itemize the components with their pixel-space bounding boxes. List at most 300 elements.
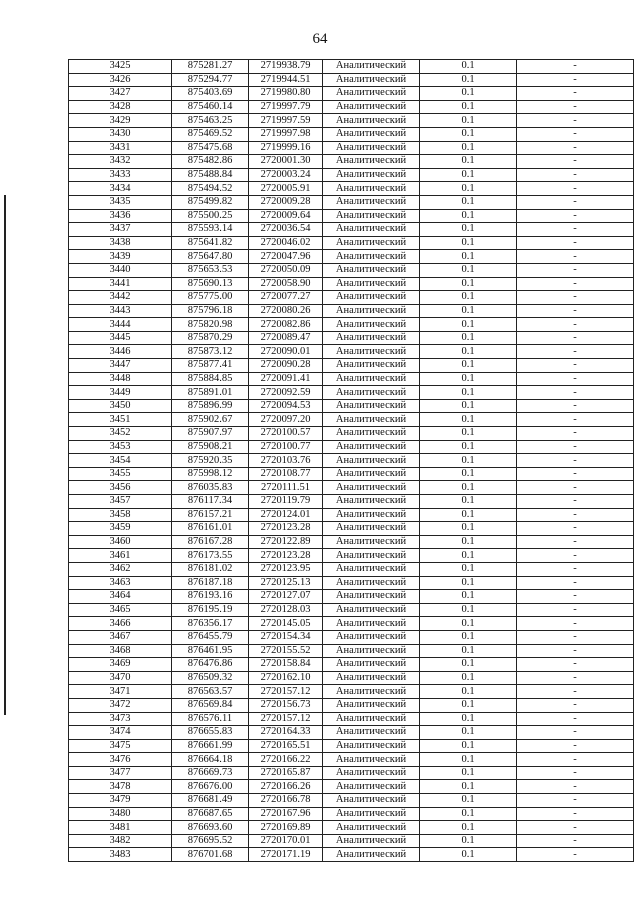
accuracy-cell: 0.1 <box>420 209 517 223</box>
method-cell: Аналитический <box>323 60 420 74</box>
x-coordinate-cell: 876195.19 <box>172 603 249 617</box>
method-cell: Аналитический <box>323 87 420 101</box>
accuracy-cell: 0.1 <box>420 440 517 454</box>
point-number-cell: 3476 <box>69 753 172 767</box>
note-cell: - <box>517 318 634 332</box>
method-cell: Аналитический <box>323 753 420 767</box>
accuracy-cell: 0.1 <box>420 263 517 277</box>
point-number-cell: 3450 <box>69 399 172 413</box>
method-cell: Аналитический <box>323 481 420 495</box>
point-number-cell: 3460 <box>69 535 172 549</box>
x-coordinate-cell: 876455.79 <box>172 630 249 644</box>
accuracy-cell: 0.1 <box>420 658 517 672</box>
table-row <box>69 848 634 862</box>
note-cell: - <box>517 155 634 169</box>
x-coordinate-cell: 875690.13 <box>172 277 249 291</box>
point-number-cell: 3461 <box>69 549 172 563</box>
y-coordinate-cell: 2720169.89 <box>249 821 323 835</box>
table-row <box>69 345 634 359</box>
method-cell: Аналитический <box>323 590 420 604</box>
note-cell: - <box>517 780 634 794</box>
note-cell: - <box>517 535 634 549</box>
table-row <box>69 698 634 712</box>
accuracy-cell: 0.1 <box>420 739 517 753</box>
method-cell: Аналитический <box>323 821 420 835</box>
method-cell: Аналитический <box>323 726 420 740</box>
accuracy-cell: 0.1 <box>420 603 517 617</box>
accuracy-cell: 0.1 <box>420 508 517 522</box>
y-coordinate-cell: 2720157.12 <box>249 712 323 726</box>
accuracy-cell: 0.1 <box>420 236 517 250</box>
point-number-cell: 3481 <box>69 821 172 835</box>
accuracy-cell: 0.1 <box>420 794 517 808</box>
note-cell: - <box>517 209 634 223</box>
method-cell: Аналитический <box>323 359 420 373</box>
x-coordinate-cell: 875463.25 <box>172 114 249 128</box>
point-number-cell: 3436 <box>69 209 172 223</box>
table-row <box>69 535 634 549</box>
table-row <box>69 236 634 250</box>
table-row <box>69 495 634 509</box>
table-row <box>69 250 634 264</box>
method-cell: Аналитический <box>323 685 420 699</box>
accuracy-cell: 0.1 <box>420 87 517 101</box>
x-coordinate-cell: 875907.97 <box>172 427 249 441</box>
method-cell: Аналитический <box>323 508 420 522</box>
point-number-cell: 3443 <box>69 304 172 318</box>
x-coordinate-cell: 876693.60 <box>172 821 249 835</box>
note-cell: - <box>517 848 634 862</box>
table-row <box>69 753 634 767</box>
method-cell: Аналитический <box>323 73 420 87</box>
note-cell: - <box>517 399 634 413</box>
method-cell: Аналитический <box>323 209 420 223</box>
table-row <box>69 195 634 209</box>
point-number-cell: 3445 <box>69 331 172 345</box>
y-coordinate-cell: 2719944.51 <box>249 73 323 87</box>
table-row <box>69 304 634 318</box>
accuracy-cell: 0.1 <box>420 576 517 590</box>
table-row <box>69 644 634 658</box>
method-cell: Аналитический <box>323 291 420 305</box>
point-number-cell: 3430 <box>69 127 172 141</box>
method-cell: Аналитический <box>323 658 420 672</box>
accuracy-cell: 0.1 <box>420 807 517 821</box>
accuracy-cell: 0.1 <box>420 100 517 114</box>
table-row <box>69 372 634 386</box>
x-coordinate-cell: 875281.27 <box>172 60 249 74</box>
x-coordinate-cell: 875647.80 <box>172 250 249 264</box>
table-row <box>69 60 634 74</box>
y-coordinate-cell: 2720090.01 <box>249 345 323 359</box>
method-cell: Аналитический <box>323 182 420 196</box>
y-coordinate-cell: 2720047.96 <box>249 250 323 264</box>
x-coordinate-cell: 876461.95 <box>172 644 249 658</box>
table-row <box>69 467 634 481</box>
note-cell: - <box>517 168 634 182</box>
table-row <box>69 440 634 454</box>
note-cell: - <box>517 766 634 780</box>
table-row <box>69 291 634 305</box>
table-row <box>69 807 634 821</box>
accuracy-cell: 0.1 <box>420 549 517 563</box>
accuracy-cell: 0.1 <box>420 671 517 685</box>
method-cell: Аналитический <box>323 155 420 169</box>
accuracy-cell: 0.1 <box>420 223 517 237</box>
y-coordinate-cell: 2720171.19 <box>249 848 323 862</box>
note-cell: - <box>517 753 634 767</box>
table-row <box>69 331 634 345</box>
table-row <box>69 590 634 604</box>
method-cell: Аналитический <box>323 562 420 576</box>
y-coordinate-cell: 2720100.77 <box>249 440 323 454</box>
accuracy-cell: 0.1 <box>420 291 517 305</box>
table-row <box>69 454 634 468</box>
accuracy-cell: 0.1 <box>420 277 517 291</box>
accuracy-cell: 0.1 <box>420 685 517 699</box>
table-row <box>69 481 634 495</box>
x-coordinate-cell: 876035.83 <box>172 481 249 495</box>
table-row <box>69 114 634 128</box>
method-cell: Аналитический <box>323 114 420 128</box>
accuracy-cell: 0.1 <box>420 522 517 536</box>
table-row <box>69 630 634 644</box>
note-cell: - <box>517 454 634 468</box>
method-cell: Аналитический <box>323 766 420 780</box>
x-coordinate-cell: 875873.12 <box>172 345 249 359</box>
x-coordinate-cell: 875896.99 <box>172 399 249 413</box>
x-coordinate-cell: 875877.41 <box>172 359 249 373</box>
y-coordinate-cell: 2720165.87 <box>249 766 323 780</box>
x-coordinate-cell: 876161.01 <box>172 522 249 536</box>
y-coordinate-cell: 2720158.84 <box>249 658 323 672</box>
accuracy-cell: 0.1 <box>420 331 517 345</box>
y-coordinate-cell: 2720080.26 <box>249 304 323 318</box>
y-coordinate-cell: 2720001.30 <box>249 155 323 169</box>
table-row <box>69 617 634 631</box>
table-row <box>69 821 634 835</box>
point-number-cell: 3478 <box>69 780 172 794</box>
x-coordinate-cell: 875820.98 <box>172 318 249 332</box>
method-cell: Аналитический <box>323 467 420 481</box>
accuracy-cell: 0.1 <box>420 345 517 359</box>
note-cell: - <box>517 127 634 141</box>
y-coordinate-cell: 2720046.02 <box>249 236 323 250</box>
y-coordinate-cell: 2720145.05 <box>249 617 323 631</box>
method-cell: Аналитический <box>323 617 420 631</box>
y-coordinate-cell: 2720127.07 <box>249 590 323 604</box>
y-coordinate-cell: 2720165.51 <box>249 739 323 753</box>
point-number-cell: 3451 <box>69 413 172 427</box>
y-coordinate-cell: 2720077.27 <box>249 291 323 305</box>
method-cell: Аналитический <box>323 712 420 726</box>
point-number-cell: 3464 <box>69 590 172 604</box>
table-row <box>69 549 634 563</box>
note-cell: - <box>517 794 634 808</box>
note-cell: - <box>517 250 634 264</box>
point-number-cell: 3433 <box>69 168 172 182</box>
table-row <box>69 318 634 332</box>
y-coordinate-cell: 2720058.90 <box>249 277 323 291</box>
method-cell: Аналитический <box>323 427 420 441</box>
y-coordinate-cell: 2720166.22 <box>249 753 323 767</box>
point-number-cell: 3426 <box>69 73 172 87</box>
x-coordinate-cell: 876664.18 <box>172 753 249 767</box>
method-cell: Аналитический <box>323 794 420 808</box>
point-number-cell: 3432 <box>69 155 172 169</box>
y-coordinate-cell: 2720009.28 <box>249 195 323 209</box>
point-number-cell: 3463 <box>69 576 172 590</box>
note-cell: - <box>517 100 634 114</box>
x-coordinate-cell: 876173.55 <box>172 549 249 563</box>
table-row <box>69 182 634 196</box>
coordinates-table <box>68 59 634 862</box>
y-coordinate-cell: 2719997.59 <box>249 114 323 128</box>
note-cell: - <box>517 141 634 155</box>
point-number-cell: 3465 <box>69 603 172 617</box>
y-coordinate-cell: 2720090.28 <box>249 359 323 373</box>
point-number-cell: 3473 <box>69 712 172 726</box>
x-coordinate-cell: 875469.52 <box>172 127 249 141</box>
note-cell: - <box>517 236 634 250</box>
point-number-cell: 3425 <box>69 60 172 74</box>
y-coordinate-cell: 2720094.53 <box>249 399 323 413</box>
y-coordinate-cell: 2720154.34 <box>249 630 323 644</box>
point-number-cell: 3475 <box>69 739 172 753</box>
y-coordinate-cell: 2720166.78 <box>249 794 323 808</box>
y-coordinate-cell: 2720167.96 <box>249 807 323 821</box>
note-cell: - <box>517 182 634 196</box>
method-cell: Аналитический <box>323 549 420 563</box>
table-row <box>69 766 634 780</box>
note-cell: - <box>517 508 634 522</box>
x-coordinate-cell: 876576.11 <box>172 712 249 726</box>
table-row <box>69 576 634 590</box>
table-row <box>69 522 634 536</box>
point-number-cell: 3449 <box>69 386 172 400</box>
note-cell: - <box>517 467 634 481</box>
point-number-cell: 3483 <box>69 848 172 862</box>
table-row <box>69 562 634 576</box>
x-coordinate-cell: 876669.73 <box>172 766 249 780</box>
table-row <box>69 427 634 441</box>
x-coordinate-cell: 875998.12 <box>172 467 249 481</box>
accuracy-cell: 0.1 <box>420 848 517 862</box>
y-coordinate-cell: 2720089.47 <box>249 331 323 345</box>
method-cell: Аналитический <box>323 127 420 141</box>
x-coordinate-cell: 876655.83 <box>172 726 249 740</box>
table-row <box>69 685 634 699</box>
point-number-cell: 3477 <box>69 766 172 780</box>
y-coordinate-cell: 2719997.79 <box>249 100 323 114</box>
x-coordinate-cell: 876563.57 <box>172 685 249 699</box>
note-cell: - <box>517 834 634 848</box>
table-row <box>69 359 634 373</box>
note-cell: - <box>517 372 634 386</box>
point-number-cell: 3468 <box>69 644 172 658</box>
point-number-cell: 3455 <box>69 467 172 481</box>
accuracy-cell: 0.1 <box>420 535 517 549</box>
y-coordinate-cell: 2720157.12 <box>249 685 323 699</box>
method-cell: Аналитический <box>323 223 420 237</box>
x-coordinate-cell: 876681.49 <box>172 794 249 808</box>
y-coordinate-cell: 2720162.10 <box>249 671 323 685</box>
y-coordinate-cell: 2720100.57 <box>249 427 323 441</box>
point-number-cell: 3474 <box>69 726 172 740</box>
note-cell: - <box>517 739 634 753</box>
method-cell: Аналитический <box>323 603 420 617</box>
table-row <box>69 386 634 400</box>
table-row <box>69 209 634 223</box>
y-coordinate-cell: 2719938.79 <box>249 60 323 74</box>
accuracy-cell: 0.1 <box>420 195 517 209</box>
method-cell: Аналитический <box>323 440 420 454</box>
note-cell: - <box>517 304 634 318</box>
table-row <box>69 73 634 87</box>
x-coordinate-cell: 875775.00 <box>172 291 249 305</box>
point-number-cell: 3457 <box>69 495 172 509</box>
note-cell: - <box>517 726 634 740</box>
method-cell: Аналитический <box>323 834 420 848</box>
note-cell: - <box>517 114 634 128</box>
point-number-cell: 3434 <box>69 182 172 196</box>
method-cell: Аналитический <box>323 630 420 644</box>
point-number-cell: 3429 <box>69 114 172 128</box>
table-row <box>69 413 634 427</box>
y-coordinate-cell: 2720123.28 <box>249 522 323 536</box>
left-scan-edge-mark <box>4 195 6 715</box>
x-coordinate-cell: 876187.18 <box>172 576 249 590</box>
method-cell: Аналитический <box>323 535 420 549</box>
method-cell: Аналитический <box>323 576 420 590</box>
point-number-cell: 3440 <box>69 263 172 277</box>
note-cell: - <box>517 359 634 373</box>
method-cell: Аналитический <box>323 454 420 468</box>
method-cell: Аналитический <box>323 195 420 209</box>
method-cell: Аналитический <box>323 807 420 821</box>
method-cell: Аналитический <box>323 277 420 291</box>
method-cell: Аналитический <box>323 304 420 318</box>
method-cell: Аналитический <box>323 263 420 277</box>
point-number-cell: 3431 <box>69 141 172 155</box>
method-cell: Аналитический <box>323 318 420 332</box>
note-cell: - <box>517 807 634 821</box>
method-cell: Аналитический <box>323 739 420 753</box>
method-cell: Аналитический <box>323 386 420 400</box>
coordinates-table-body <box>69 60 634 862</box>
y-coordinate-cell: 2719980.80 <box>249 87 323 101</box>
x-coordinate-cell: 876157.21 <box>172 508 249 522</box>
accuracy-cell: 0.1 <box>420 318 517 332</box>
note-cell: - <box>517 73 634 87</box>
accuracy-cell: 0.1 <box>420 60 517 74</box>
accuracy-cell: 0.1 <box>420 399 517 413</box>
y-coordinate-cell: 2720128.03 <box>249 603 323 617</box>
point-number-cell: 3456 <box>69 481 172 495</box>
note-cell: - <box>517 630 634 644</box>
point-number-cell: 3447 <box>69 359 172 373</box>
method-cell: Аналитический <box>323 236 420 250</box>
method-cell: Аналитический <box>323 331 420 345</box>
y-coordinate-cell: 2720097.20 <box>249 413 323 427</box>
x-coordinate-cell: 875494.52 <box>172 182 249 196</box>
point-number-cell: 3446 <box>69 345 172 359</box>
accuracy-cell: 0.1 <box>420 644 517 658</box>
x-coordinate-cell: 875488.84 <box>172 168 249 182</box>
table-row <box>69 780 634 794</box>
page-number: 64 <box>312 31 328 47</box>
point-number-cell: 3479 <box>69 794 172 808</box>
table-row <box>69 87 634 101</box>
x-coordinate-cell: 876661.99 <box>172 739 249 753</box>
x-coordinate-cell: 875641.82 <box>172 236 249 250</box>
note-cell: - <box>517 427 634 441</box>
x-coordinate-cell: 875653.53 <box>172 263 249 277</box>
accuracy-cell: 0.1 <box>420 481 517 495</box>
accuracy-cell: 0.1 <box>420 182 517 196</box>
y-coordinate-cell: 2720108.77 <box>249 467 323 481</box>
y-coordinate-cell: 2720111.51 <box>249 481 323 495</box>
accuracy-cell: 0.1 <box>420 141 517 155</box>
x-coordinate-cell: 875460.14 <box>172 100 249 114</box>
x-coordinate-cell: 875920.35 <box>172 454 249 468</box>
point-number-cell: 3453 <box>69 440 172 454</box>
table-row <box>69 794 634 808</box>
accuracy-cell: 0.1 <box>420 168 517 182</box>
x-coordinate-cell: 876476.86 <box>172 658 249 672</box>
accuracy-cell: 0.1 <box>420 753 517 767</box>
note-cell: - <box>517 590 634 604</box>
y-coordinate-cell: 2720122.89 <box>249 535 323 549</box>
y-coordinate-cell: 2720124.01 <box>249 508 323 522</box>
x-coordinate-cell: 876509.32 <box>172 671 249 685</box>
accuracy-cell: 0.1 <box>420 73 517 87</box>
x-coordinate-cell: 875482.86 <box>172 155 249 169</box>
y-coordinate-cell: 2720170.01 <box>249 834 323 848</box>
point-number-cell: 3480 <box>69 807 172 821</box>
y-coordinate-cell: 2720003.24 <box>249 168 323 182</box>
y-coordinate-cell: 2720082.86 <box>249 318 323 332</box>
method-cell: Аналитический <box>323 250 420 264</box>
x-coordinate-cell: 875908.21 <box>172 440 249 454</box>
note-cell: - <box>517 698 634 712</box>
point-number-cell: 3441 <box>69 277 172 291</box>
x-coordinate-cell: 875593.14 <box>172 223 249 237</box>
note-cell: - <box>517 195 634 209</box>
method-cell: Аналитический <box>323 372 420 386</box>
point-number-cell: 3471 <box>69 685 172 699</box>
accuracy-cell: 0.1 <box>420 712 517 726</box>
x-coordinate-cell: 876356.17 <box>172 617 249 631</box>
note-cell: - <box>517 821 634 835</box>
x-coordinate-cell: 875475.68 <box>172 141 249 155</box>
x-coordinate-cell: 875500.25 <box>172 209 249 223</box>
point-number-cell: 3448 <box>69 372 172 386</box>
x-coordinate-cell: 875796.18 <box>172 304 249 318</box>
accuracy-cell: 0.1 <box>420 726 517 740</box>
point-number-cell: 3462 <box>69 562 172 576</box>
point-number-cell: 3482 <box>69 834 172 848</box>
accuracy-cell: 0.1 <box>420 372 517 386</box>
accuracy-cell: 0.1 <box>420 495 517 509</box>
accuracy-cell: 0.1 <box>420 304 517 318</box>
table-row <box>69 277 634 291</box>
point-number-cell: 3435 <box>69 195 172 209</box>
method-cell: Аналитический <box>323 168 420 182</box>
note-cell: - <box>517 413 634 427</box>
y-coordinate-cell: 2720103.76 <box>249 454 323 468</box>
y-coordinate-cell: 2720009.64 <box>249 209 323 223</box>
